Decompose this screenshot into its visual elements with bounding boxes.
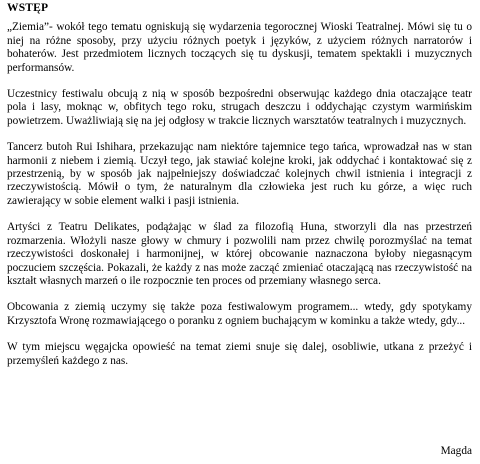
paragraph-1: „Ziemia”- wokół tego tematu ogniskują się wydarzenia tegorocznej Wioski Teatralnej. Mówi się tu o niej na różne sposoby, przy użyciu różnych poetyk i języków, z użyciem różnych narratorów i bohaterów. Jest przedmiotem licznych toczących się tu dyskusji, tematem spektakli i muzycznych performansów.	[7, 21, 472, 74]
paragraph-4: Artyści z Teatru Delikates, podążając w ślad za filozofią Huna, stworzyli dla nas przestrzeń rozmarzenia. Włożyli nasze głowy w chmury i pozwolili nam przez chwilę porozmyślać na temat rzeczywistości doskonałej i harmonijnej, w której obcowanie naznaczona byłoby niegasnącym poczuciem szczęścia. Pokazali, że każdy z nas może zacząć zmieniać otaczającą nas rzeczywistość na kształt własnych marzeń o ile rozpocznie ten proces od przemiany własnego serca.	[7, 221, 472, 287]
paragraph-3: Tancerz butoh Rui Ishihara, przekazując nam niektóre tajemnice tego tańca, wprowadzał nas w stan harmonii z niebem i ziemią. Uczył tego, jak stawiać kolejne kroki, jak oddychać i kontaktować się z przestrzenią, by w sposób jak najpełniejszy doświadczać kolejnych chwil istnienia i integracji z rzeczywistością. Mówił o tym, że naturalnym dla człowieka jest ruch ku górze, a więc ruch zawierający w sobie element walki i pasji istnienia.	[7, 141, 472, 207]
signature: Magda	[440, 445, 472, 457]
document-title: WSTĘP	[7, 2, 49, 14]
paragraph-6: W tym miejscu węgajcka opowieść na temat ziemi snuje się dalej, osobliwie, utkana z przeżyć i przemyśleń każdego z nas.	[7, 341, 472, 367]
paragraph-2: Uczestnicy festiwalu obcują z nią w sposób bezpośredni obserwując każdego dnia otaczające teatr pola i lasy, moknąc w, obfitych tego roku, strugach deszczu i oddychając czystym warmińskim powietrzem. Uważliwiają się na jej odgłosy w trakcie licznych warsztatów teatralnych i muzycznych.	[7, 88, 472, 127]
paragraph-5: Obcowania z ziemią uczymy się także poza festiwalowym programem... wtedy, gdy spotykamy Krzysztofa Wronę rozmawiającego o poranku z ogniem buchającym w kominku a także wtedy, gdy...	[7, 301, 472, 327]
